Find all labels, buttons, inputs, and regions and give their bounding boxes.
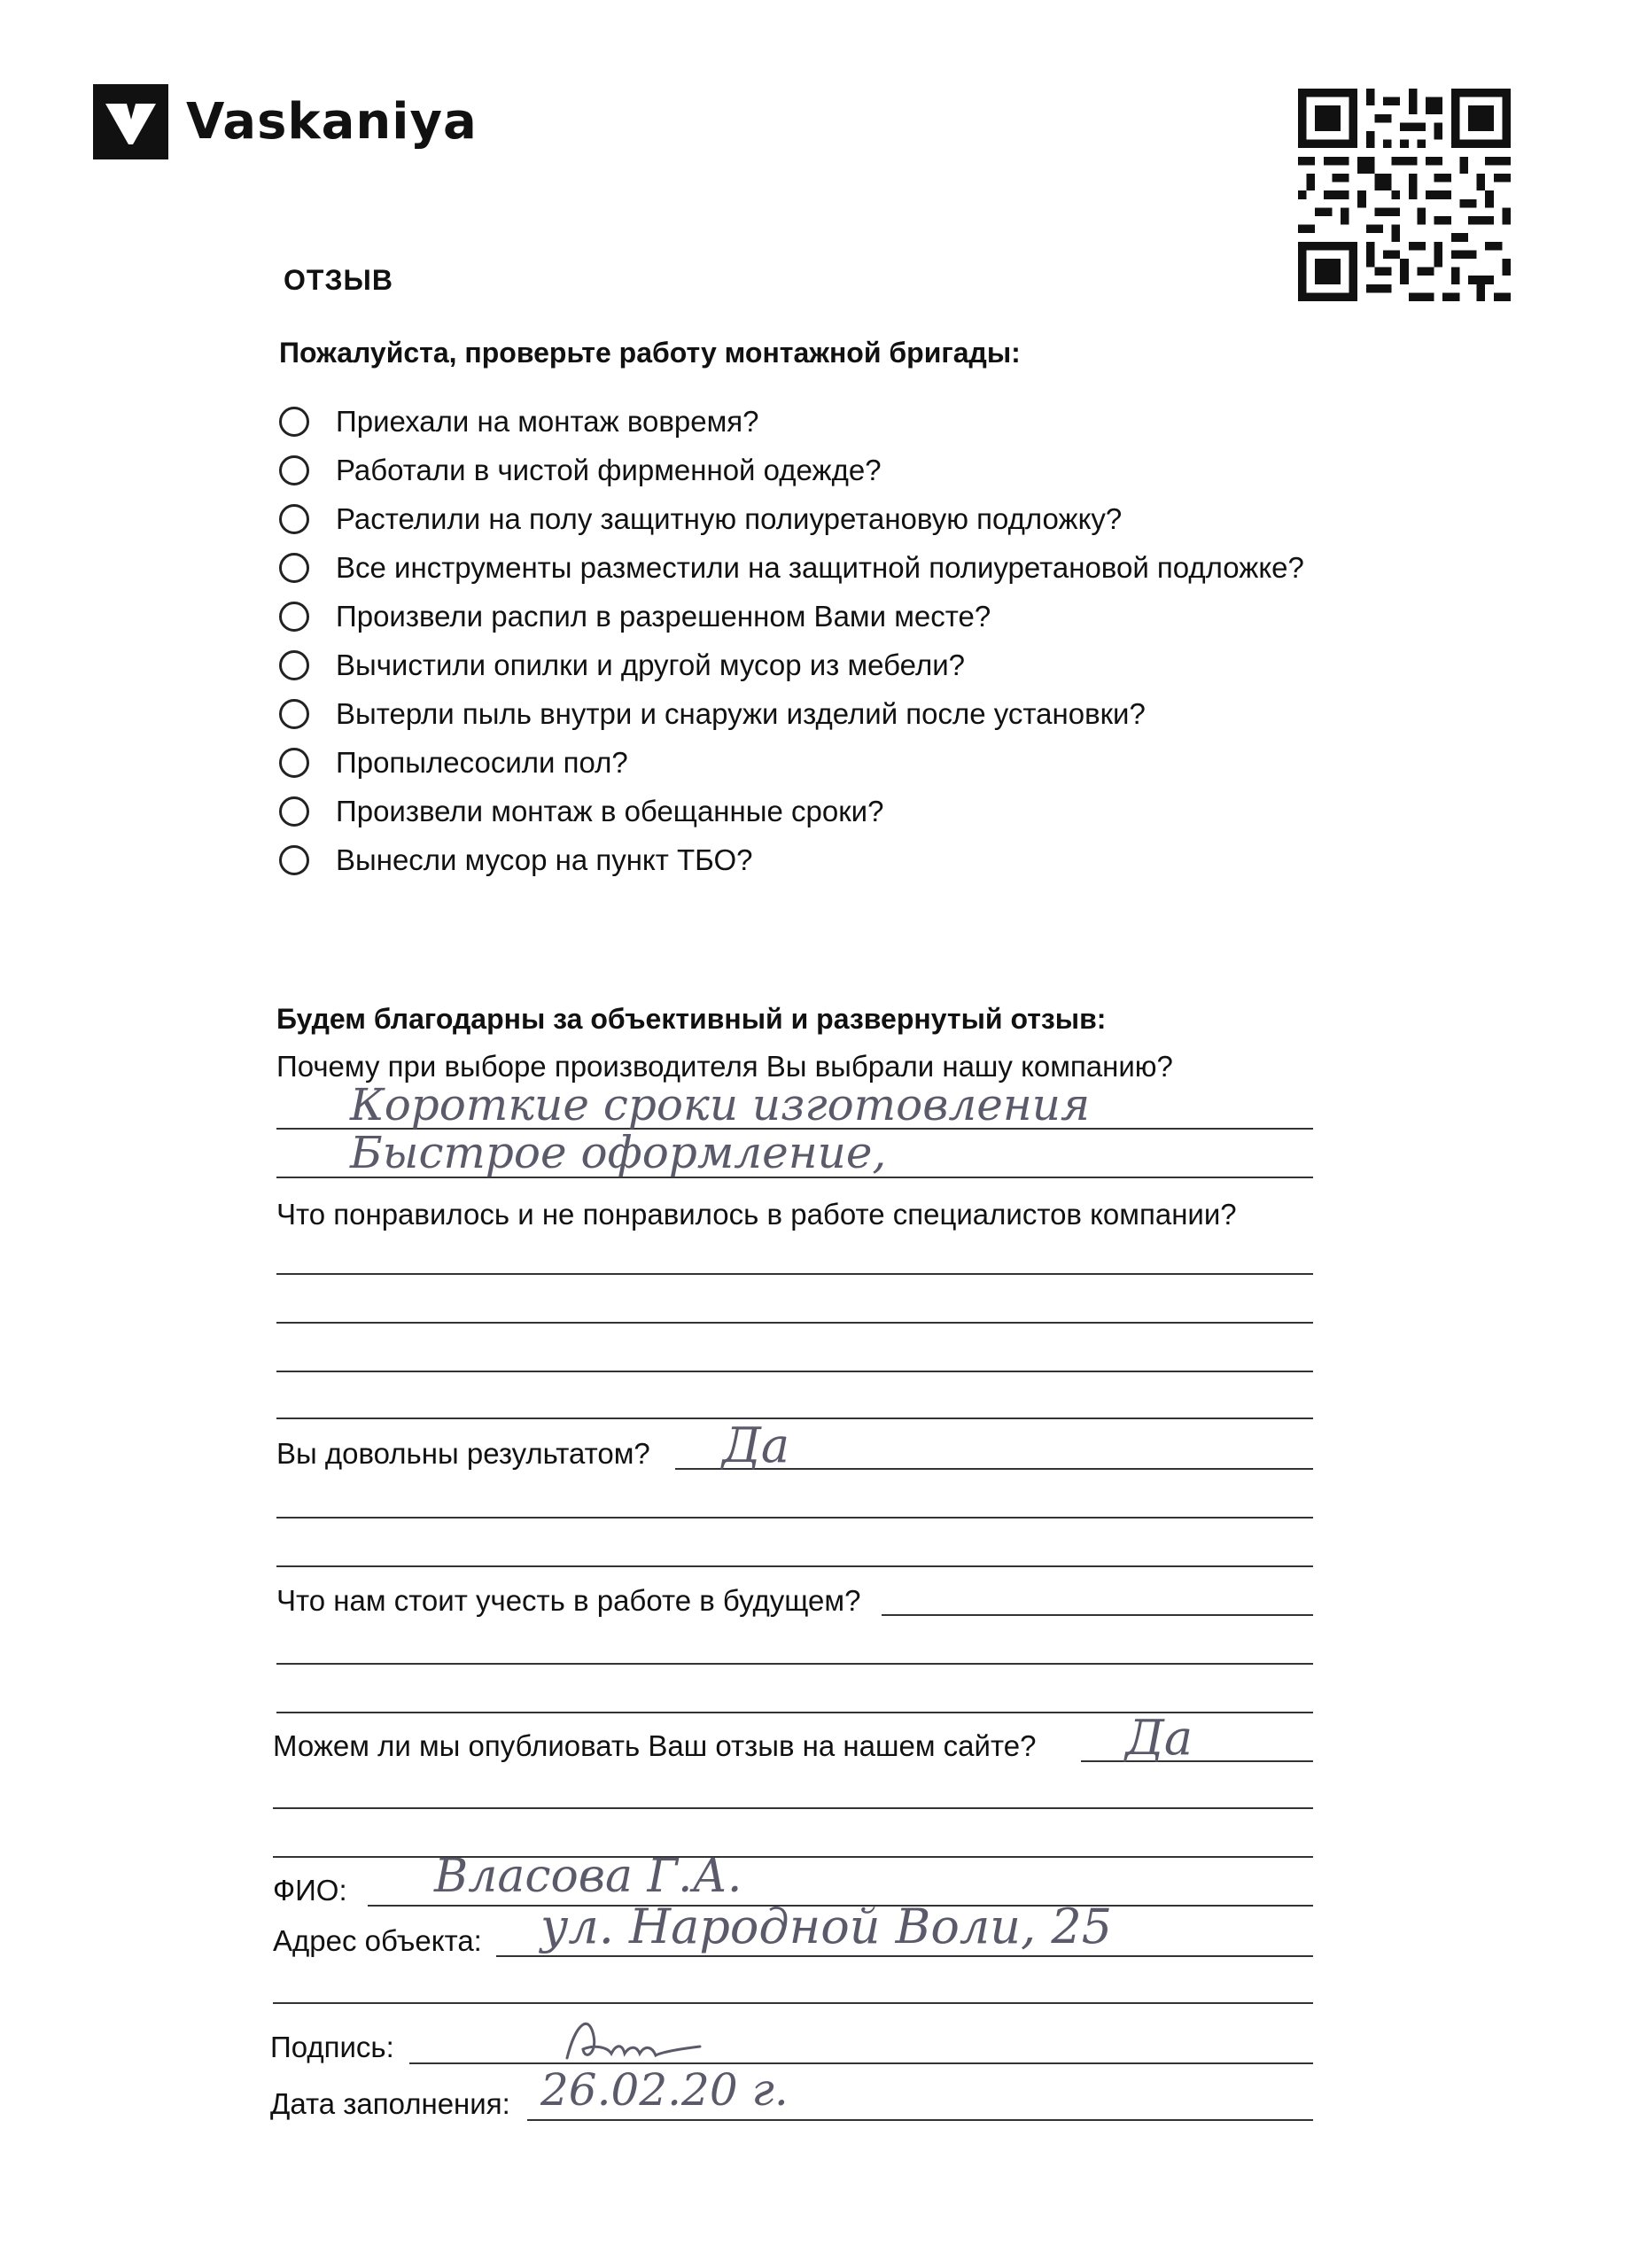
label-date: Дата заполнения: [270, 2087, 510, 2120]
answer-line [1081, 1760, 1313, 1762]
feedback-heading: Будем благодарны за объективный и развернутый отзыв: [276, 1003, 1107, 1035]
checklist-heading: Пожалуйста, проверьте работу монтажной бригады: [279, 337, 1021, 369]
answer-line [276, 1273, 1313, 1275]
radio-option[interactable] [279, 748, 309, 778]
radio-option[interactable] [279, 504, 309, 534]
brand-name: Vaskaniya [186, 93, 478, 151]
radio-option[interactable] [279, 602, 309, 632]
radio-option[interactable] [279, 553, 309, 583]
question-satisfied: Вы довольны результатом? [276, 1437, 650, 1470]
checklist-label: Вытерли пыль внутри и снаружи изделий после установки? [336, 696, 1146, 730]
label-signature: Подпись: [270, 2031, 394, 2063]
answer-line [276, 1517, 1313, 1518]
signature-scribble [558, 2009, 709, 2071]
list-item [279, 494, 1304, 543]
checklist-label: Произвели распил в разрешенном Вами месте? [336, 599, 991, 633]
answer-line [276, 1371, 1313, 1372]
answer-why-2: Быстрое оформление, [350, 1127, 887, 1178]
qr-code-icon [1298, 89, 1511, 301]
brand-logo [93, 84, 478, 159]
checklist-label: Приехали на монтаж вовремя? [336, 404, 759, 438]
answer-line [496, 1955, 1313, 1957]
checklist-label: Работали в чистой фирменной одежде? [336, 453, 882, 486]
answer-name: Власова Г.А. [434, 1850, 742, 1903]
checklist [279, 397, 1304, 884]
checklist-label: Пропылесосили пол? [336, 745, 628, 779]
radio-option[interactable] [279, 650, 309, 680]
list-item [279, 543, 1304, 592]
list-item [279, 738, 1304, 787]
answer-line [273, 1807, 1313, 1809]
label-name: ФИО: [273, 1874, 347, 1907]
answer-line [527, 2119, 1313, 2121]
answer-line [276, 1418, 1313, 1419]
list-item [279, 835, 1304, 884]
label-address: Адрес объекта: [273, 1924, 482, 1957]
list-item [279, 641, 1304, 689]
answer-address: ул. Народной Воли, 25 [540, 1899, 1113, 1954]
form-title: ОТЗЫВ [284, 264, 393, 296]
question-publish: Можем ли мы опублиовать Ваш отзыв на нашем сайте? [273, 1729, 1037, 1762]
radio-option[interactable] [279, 455, 309, 485]
checklist-label: Вычистили опилки и другой мусор из мебели? [336, 648, 965, 681]
answer-publish: Да [1125, 1710, 1193, 1766]
checklist-label: Растелили на полу защитную полиуретановую подложку? [336, 501, 1123, 535]
question-future: Что нам стоит учесть в работе в будущем? [276, 1584, 861, 1617]
question-why: Почему при выборе производителя Вы выбрали нашу компанию? [276, 1050, 1173, 1083]
answer-line [276, 1663, 1313, 1665]
checklist-label: Все инструменты разместили на защитной полиуретановой подложке? [336, 550, 1304, 584]
answer-why-1: Короткие сроки изготовления [350, 1079, 1091, 1130]
radio-option[interactable] [279, 845, 309, 875]
answer-line [273, 1856, 1313, 1858]
list-item [279, 689, 1304, 738]
question-liked: Что понравилось и не понравилось в работе специалистов компании? [276, 1198, 1237, 1231]
checklist-label: Произвели монтаж в обещанные сроки? [336, 794, 884, 827]
answer-satisfied: Да [722, 1418, 790, 1473]
answer-date: 26.02.20 г. [540, 2064, 789, 2116]
checklist-label: Вынесли мусор на пункт ТБО? [336, 843, 753, 876]
radio-option[interactable] [279, 796, 309, 827]
radio-option[interactable] [279, 699, 309, 729]
answer-line [882, 1614, 1313, 1616]
answer-line [276, 1322, 1313, 1324]
list-item [279, 592, 1304, 641]
answer-line [273, 2002, 1313, 2004]
radio-option[interactable] [279, 407, 309, 437]
list-item [279, 397, 1304, 446]
answer-line [276, 1565, 1313, 1567]
v-logo-icon [93, 84, 168, 159]
list-item [279, 787, 1304, 835]
list-item [279, 446, 1304, 494]
